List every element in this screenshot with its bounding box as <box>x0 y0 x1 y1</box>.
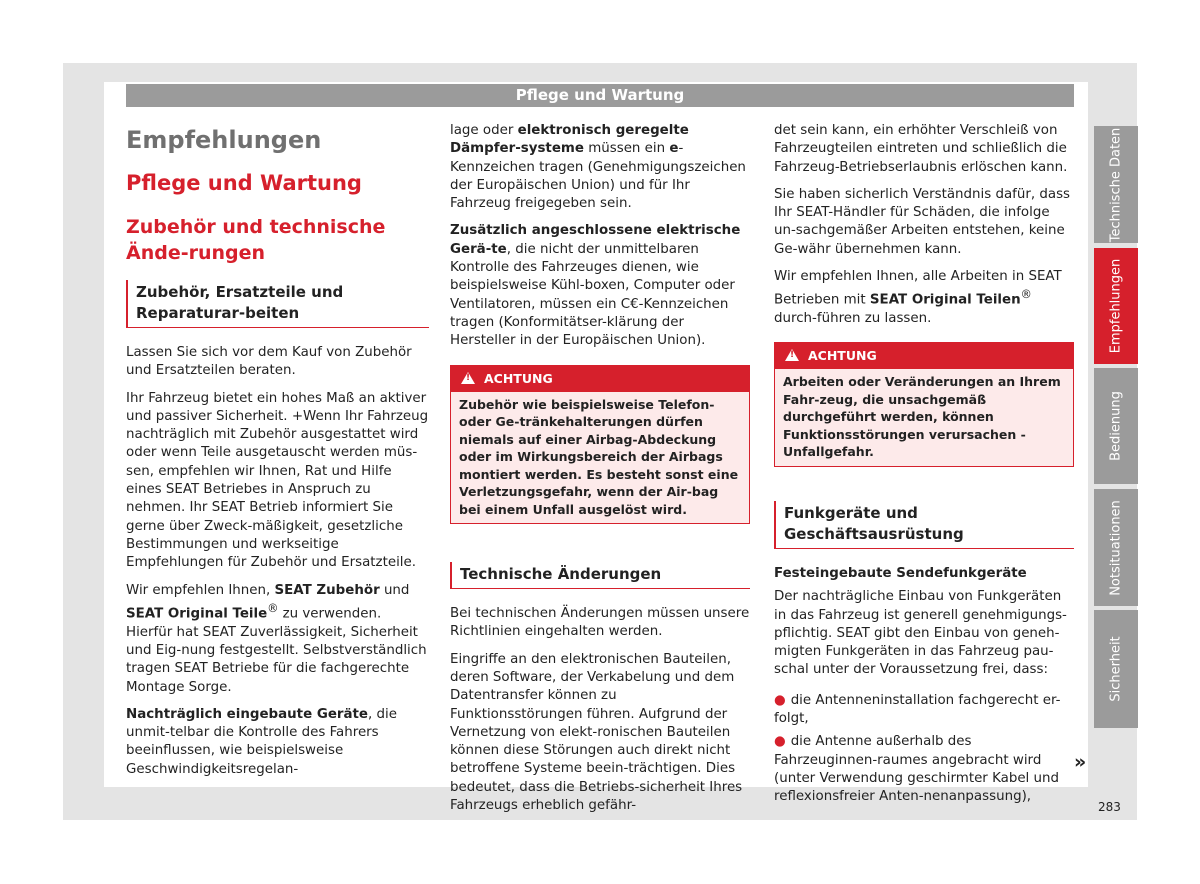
side-tab-notsituationen[interactable]: Notsituationen <box>1094 489 1138 606</box>
paragraph: Wir empfehlen Ihnen, alle Arbeiten in SEAT Betrieben mit SEAT Original Teilen® durch-führen zu lassen. <box>774 269 1062 327</box>
chapter-title: Empfehlungen <box>126 126 322 154</box>
list-item: ● die Antenne außerhalb des Fahrzeuginnen-raumes angebracht wird (unter Verwendung geschirmter Kabel und reflexionsfreier Anten-nenanpassung), <box>774 734 1060 805</box>
paragraph: Wir empfehlen Ihnen, SEAT Zubehör und SEAT Original Teile® zu verwenden. Hierfür hat SEAT Zuverlässigkeit, Sicherheit und Eig-nung festgestellt. Selbstverständlich tragen SEAT Betriebe für die fachgerechte Montage Sorge. <box>126 582 427 695</box>
warning-text: Zubehör wie beispielsweise Telefon- oder Ge-tränkehalterungen dürfen niemals auf einer Airbag-Abdeckung oder im Wirkungsbereich der Airbags montiert werden. Es besteht sonst eine Verletzungsgefahr, wenn der Air-bag bei einem Unfall ausgelöst wird. <box>459 396 739 517</box>
warning-triangle-icon: ! <box>785 349 799 361</box>
continue-marker: » <box>1074 751 1087 773</box>
warning-text: Arbeiten oder Veränderungen an Ihrem Fahr-zeug, die unsachgemäß durchgeführt werden, können Funktionsstörungen verursachen - Unfallgefahr. <box>783 374 1061 460</box>
bullet-icon: ● <box>774 692 786 708</box>
paragraph: Lassen Sie sich vor dem Kauf von Zubehör und Ersatzteilen beraten. <box>126 345 412 379</box>
column-1 <box>126 122 429 788</box>
page-header: Pflege und Wartung <box>126 84 1074 107</box>
bullet-icon: ● <box>774 734 786 750</box>
warning-box <box>774 342 1074 467</box>
topic-heading-ersatzteile: Zubehör, Ersatzteile und Reparaturar-beiten <box>126 280 429 328</box>
warning-box <box>450 365 750 525</box>
paragraph: Zusätzlich angeschlossene elektrische Gerä-te, die nicht der unmittelbaren Kontrolle des Fahrzeuges dienen, wie beispielsweise Kühl-boxen, Computer oder Ventilatoren, müssen ein C€-Kennzeichen tragen (Konformitätser-klärung der Hersteller in der Europäischen Union). <box>450 223 741 349</box>
paragraph: Der nachträgliche Einbau von Funkgeräten in das Fahrzeug ist generell genehmigungs-pflichtig. SEAT gibt den Einbau von geneh-migten Funkgeräten in das Fahrzeug pau-schal unter der Voraussetzung frei, dass: <box>774 589 1067 678</box>
paragraph: det sein kann, ein erhöhter Verschleiß von Fahrzeugteilen eintreten und schließlich die Fahrzeug-Betriebserlaubnis erlöschen kann. <box>774 123 1068 175</box>
paragraph: Ihr Fahrzeug bietet ein hohes Maß an aktiver und passiver Sicherheit. +Wenn Ihr Fahrzeug nachträglich mit Zubehör ausgestattet wird oder wenn Teile ausgetauscht werden müs-sen, empfehlen wir Ihnen, Rat und Hilfe eines SEAT Betriebes in Anspruch zu nehmen. Ihr SEAT Betrieb informiert Sie gerne über Zweck-mäßigkeit, gesetzliche Bestimmungen und werkseitige Empfehlungen für Zubehör und Ersatzteile. <box>126 390 429 571</box>
side-tab-sicherheit[interactable]: Sicherheit <box>1094 610 1138 728</box>
section-title: Pflege und Wartung <box>126 171 362 195</box>
paragraph: Nachträglich eingebaute Geräte, die unmit-telbar die Kontrolle des Fahrers beeinflussen, wie beispielsweise Geschwindigkeitsregelan- <box>126 706 398 777</box>
paragraph: lage oder elektronisch geregelte Dämpfer-systeme müssen ein e-Kennzeichen tragen (Genehmigungszeichen der Europäischen Union) und für Ihr Fahrzeug freigegeben sein. <box>450 123 746 212</box>
side-tab-bedienung[interactable]: Bedienung <box>1094 368 1138 484</box>
paragraph: Bei technischen Änderungen müssen unsere Richtlinien eingehalten werden. <box>450 606 750 640</box>
side-tab-empfehlungen[interactable]: Empfehlungen <box>1094 248 1138 364</box>
paragraph: Sie haben sicherlich Verständnis dafür, dass Ihr SEAT-Händler für Schäden, die infolge un-sachgemäßer Arbeiten entstehen, keine Ge-währ übernehmen kann. <box>774 186 1071 257</box>
topic-heading-funkgeraete: Funkgeräte und Geschäftsausrüstung <box>774 501 1074 549</box>
column-3 <box>774 122 1074 812</box>
side-tab-technische-daten[interactable]: Technische Daten <box>1094 126 1138 243</box>
subsection-title: Zubehör und technische Ände-rungen <box>126 216 386 264</box>
warning-header: ! ACHTUNG <box>775 343 1073 369</box>
topic-heading-technische-aenderungen: Technische Änderungen <box>450 562 750 589</box>
sub-heading: Festeingebaute Sendefunkgeräte <box>774 565 1027 581</box>
column-2 <box>450 122 750 824</box>
page-number: 283 <box>1098 800 1121 814</box>
list-item: ● die Antenneninstallation fachgerecht er-folgt, <box>774 692 1061 727</box>
warning-triangle-icon: ! <box>461 372 475 384</box>
warning-header: ! ACHTUNG <box>451 366 749 392</box>
paragraph: Eingriffe an den elektronischen Bauteilen, deren Software, der Verkabelung und dem Datentransfer können zu Funktionsstörungen führen. Aufgrund der Vernetzung von elekt-ronischen Bauteilen können diese Störungen auch direkt nicht betroffene Systeme beein-trächtigen. Dies bedeutet, dass die Betriebs-sicherheit Ihres Fahrzeugs erheblich gefähr- <box>450 651 743 814</box>
